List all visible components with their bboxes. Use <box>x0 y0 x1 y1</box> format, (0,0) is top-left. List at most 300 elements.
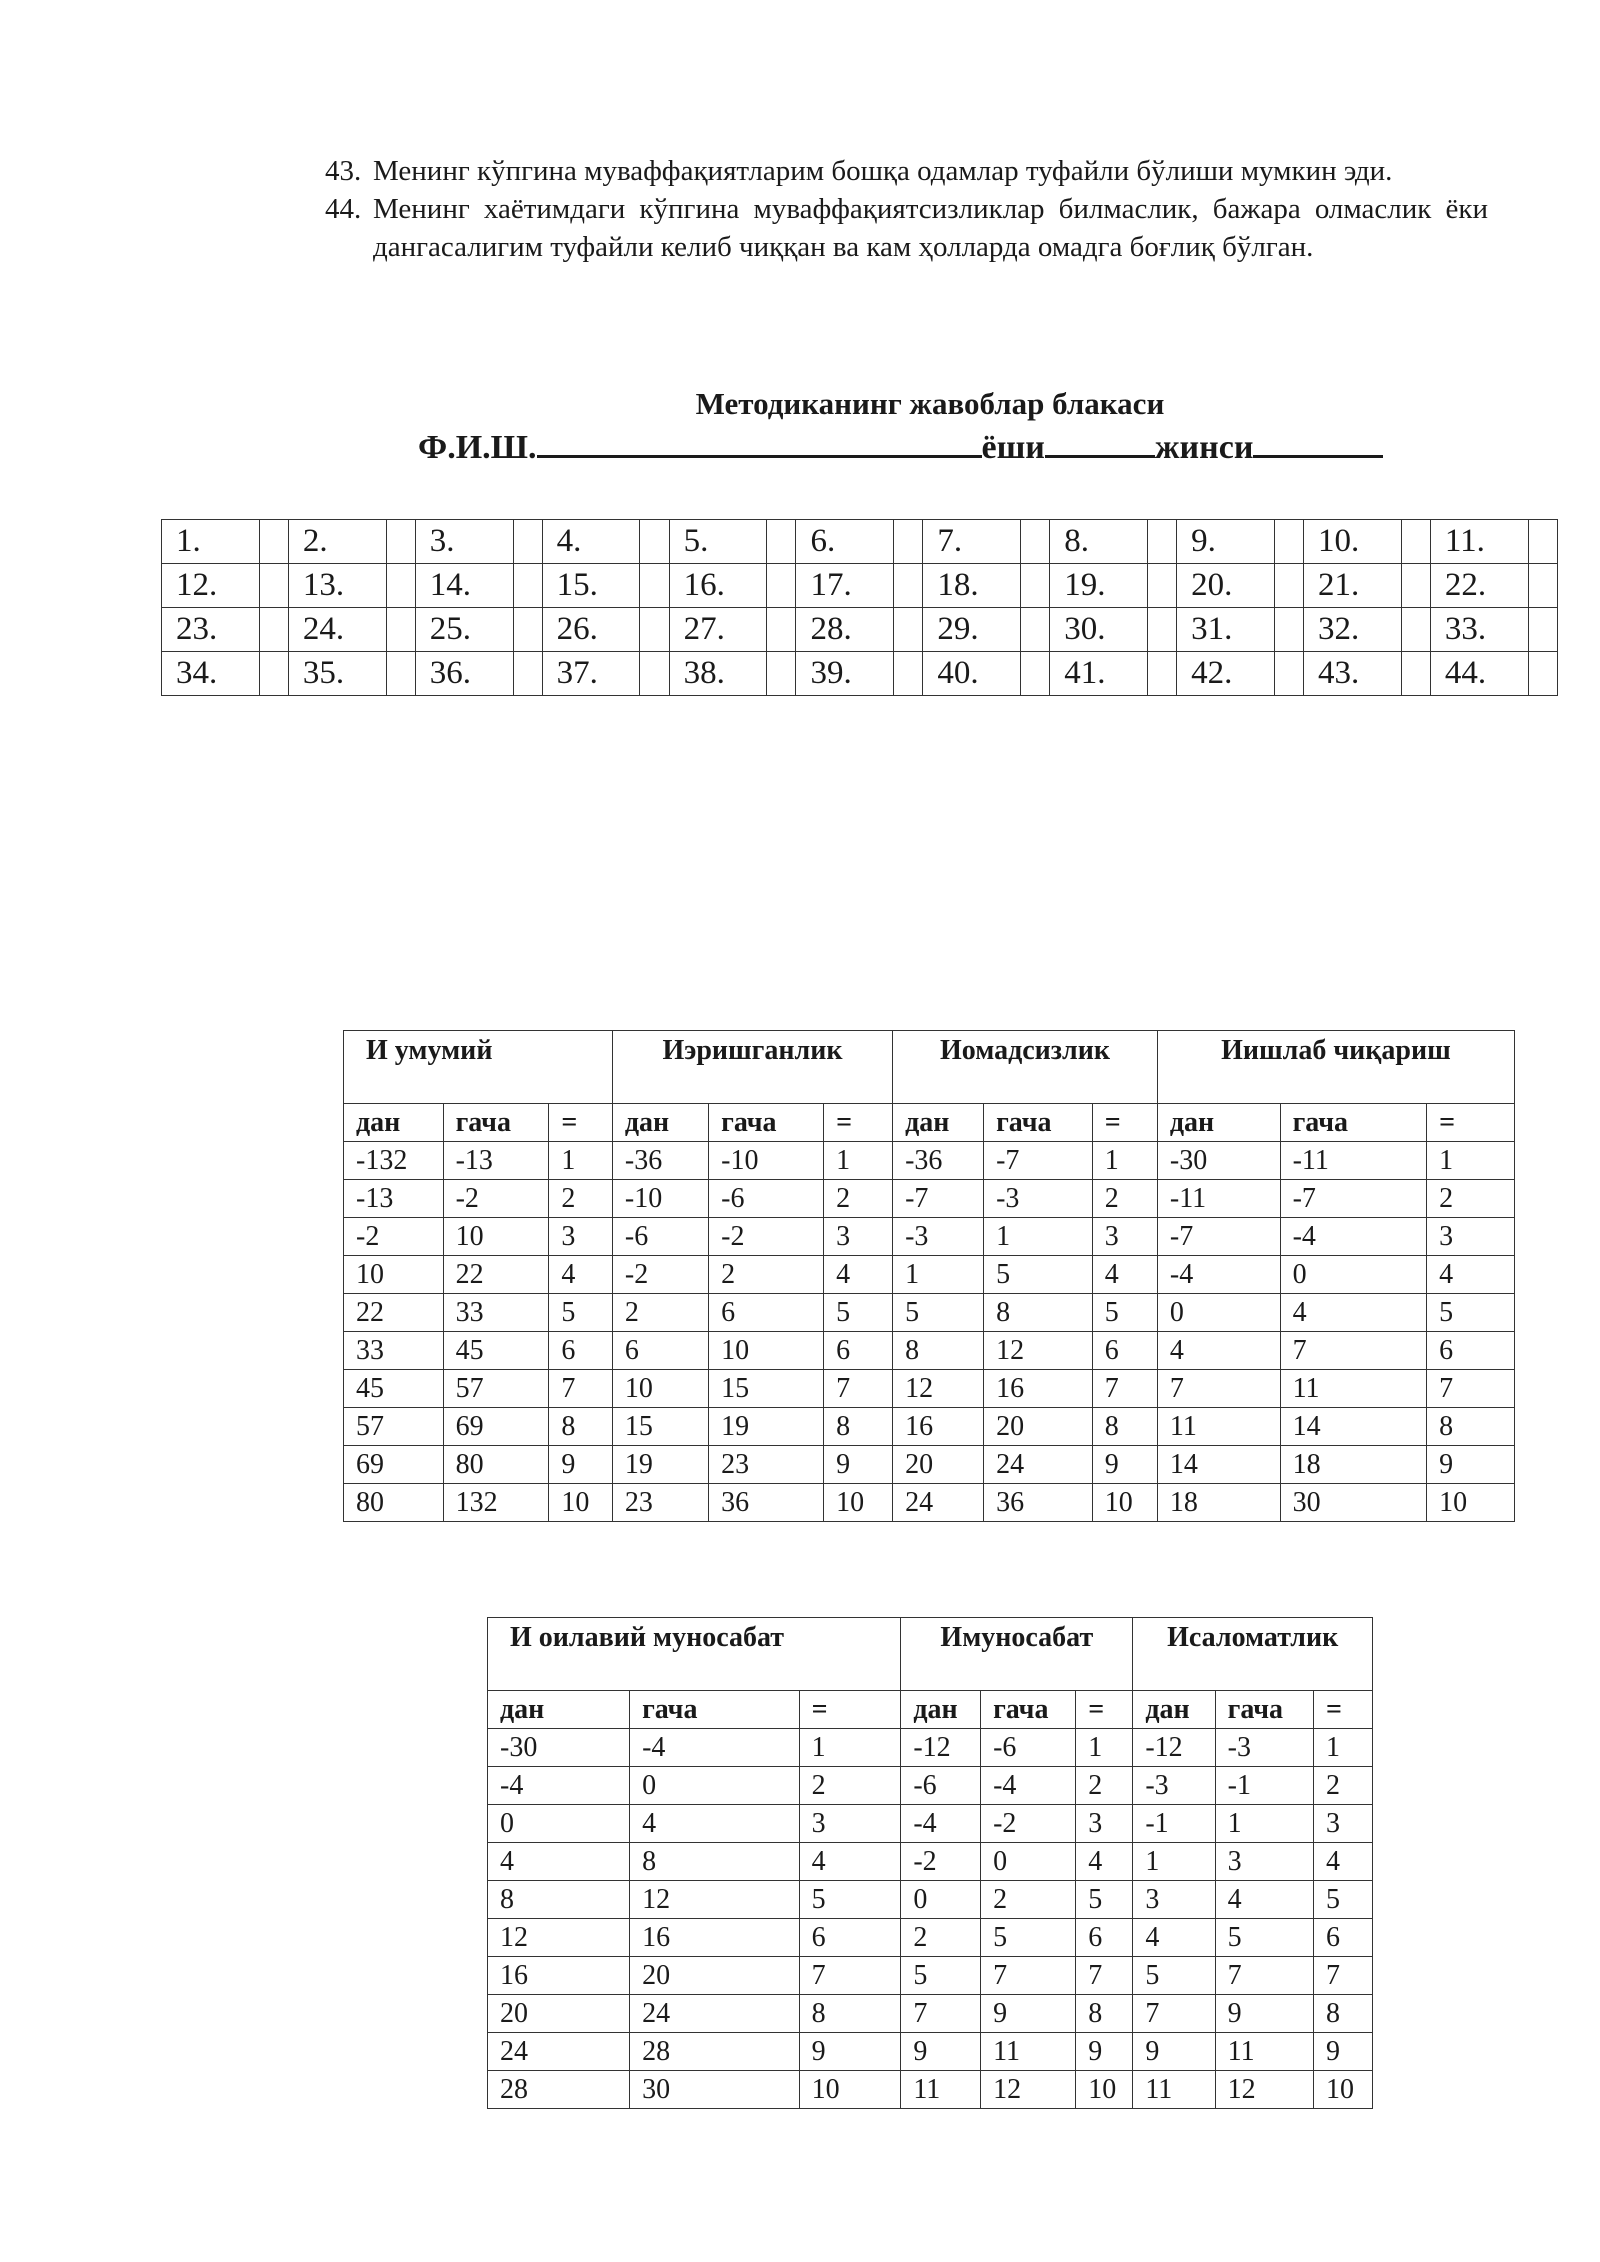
table-cell: -1 <box>1215 1767 1313 1805</box>
table-cell: 8 <box>549 1408 612 1446</box>
table-cell: 4 <box>1313 1843 1372 1881</box>
table-cell: 4 <box>824 1256 893 1294</box>
table-cell: 80 <box>344 1484 444 1522</box>
table-cell: 0 <box>1280 1256 1426 1294</box>
table-cell: 2 <box>709 1256 824 1294</box>
table-cell: 1 <box>799 1729 901 1767</box>
table-cell: 10 <box>443 1218 549 1256</box>
answer-number: 17. <box>796 564 894 608</box>
table-cell: 7 <box>824 1370 893 1408</box>
answer-number: 39. <box>796 652 894 696</box>
answer-cell[interactable] <box>894 564 923 608</box>
answer-number: 34. <box>162 652 260 696</box>
table-row <box>344 1408 1515 1446</box>
answer-cell[interactable] <box>513 520 542 564</box>
answer-number: 3. <box>415 520 513 564</box>
scale-name: Имуносабат <box>901 1618 1133 1691</box>
scale-table-general <box>343 1030 1515 1522</box>
table-cell: -132 <box>344 1142 444 1180</box>
answer-grid-row <box>162 564 1558 608</box>
answer-number: 38. <box>669 652 767 696</box>
answer-cell[interactable] <box>1274 520 1303 564</box>
table-cell: 23 <box>709 1446 824 1484</box>
table-cell: -36 <box>893 1142 984 1180</box>
answer-cell[interactable] <box>1148 564 1177 608</box>
column-header: = <box>1092 1104 1157 1142</box>
answer-number: 27. <box>669 608 767 652</box>
column-header: гача <box>630 1691 800 1729</box>
table-row <box>344 1446 1515 1484</box>
table-cell: 1 <box>1092 1142 1157 1180</box>
table-cell: 10 <box>1076 2071 1133 2109</box>
table-cell: 6 <box>612 1332 708 1370</box>
table-row <box>488 1843 1373 1881</box>
fio-blank <box>537 425 982 458</box>
table-cell: 3 <box>1076 1805 1133 1843</box>
table-row <box>344 1370 1515 1408</box>
table-row <box>344 1256 1515 1294</box>
answer-cell[interactable] <box>894 652 923 696</box>
table-cell: 7 <box>1313 1957 1372 1995</box>
column-header: гача <box>443 1104 549 1142</box>
table-cell: -11 <box>1280 1142 1426 1180</box>
table-cell: -6 <box>981 1729 1076 1767</box>
table-cell: 3 <box>549 1218 612 1256</box>
answer-cell[interactable] <box>259 520 288 564</box>
fio-label: Ф.И.Ш. <box>418 429 537 466</box>
table-cell: 9 <box>1076 2033 1133 2071</box>
table-cell: 24 <box>893 1484 984 1522</box>
answer-cell[interactable] <box>1274 652 1303 696</box>
table-cell: 80 <box>443 1446 549 1484</box>
table-cell: 4 <box>1157 1332 1280 1370</box>
table-row <box>488 2033 1373 2071</box>
table-cell: 4 <box>630 1805 800 1843</box>
answer-cell[interactable] <box>640 520 669 564</box>
table-cell: 8 <box>984 1294 1093 1332</box>
table-cell: -30 <box>1157 1142 1280 1180</box>
table-cell: 30 <box>630 2071 800 2109</box>
table-cell: 22 <box>443 1256 549 1294</box>
table-cell: -7 <box>1280 1180 1426 1218</box>
answer-number: 37. <box>542 652 640 696</box>
answer-number: 20. <box>1177 564 1275 608</box>
answer-cell[interactable] <box>1148 520 1177 564</box>
table-cell: 16 <box>984 1370 1093 1408</box>
table-cell: 8 <box>1076 1995 1133 2033</box>
table-cell: 9 <box>799 2033 901 2071</box>
table-cell: 7 <box>901 1995 981 2033</box>
answer-cell[interactable] <box>767 608 796 652</box>
answer-number: 10. <box>1304 520 1402 564</box>
table-cell: 6 <box>1427 1332 1515 1370</box>
answer-number: 22. <box>1430 564 1528 608</box>
table-cell: 0 <box>901 1881 981 1919</box>
table-cell: 14 <box>1157 1446 1280 1484</box>
table-cell: 5 <box>984 1256 1093 1294</box>
table-cell: -4 <box>630 1729 800 1767</box>
answer-cell[interactable] <box>1401 520 1430 564</box>
column-header: дан <box>488 1691 630 1729</box>
answer-cell[interactable] <box>513 608 542 652</box>
item-number: 44. <box>325 193 362 225</box>
table-cell: 5 <box>901 1957 981 1995</box>
table-cell: 8 <box>488 1881 630 1919</box>
table-cell: -3 <box>893 1218 984 1256</box>
table-cell: 4 <box>1427 1256 1515 1294</box>
table-cell: 23 <box>612 1484 708 1522</box>
table-cell: 2 <box>1092 1180 1157 1218</box>
answer-cell[interactable] <box>1021 564 1050 608</box>
table-cell: 2 <box>1427 1180 1515 1218</box>
table-cell: 10 <box>549 1484 612 1522</box>
table-cell: 16 <box>488 1957 630 1995</box>
answer-number: 19. <box>1050 564 1148 608</box>
item-text: Менинг кўпгина муваффақиятларим бошқа одамлар туфайли бўлиши мумкин эди. <box>373 155 1393 187</box>
table-cell: 2 <box>824 1180 893 1218</box>
table-cell: 7 <box>1076 1957 1133 1995</box>
answer-cell[interactable] <box>1274 564 1303 608</box>
table-cell: 36 <box>709 1484 824 1522</box>
table-cell: 33 <box>443 1294 549 1332</box>
table-cell: 28 <box>488 2071 630 2109</box>
table-cell: 1 <box>1133 1843 1215 1881</box>
answer-number: 43. <box>1304 652 1402 696</box>
table-cell: -13 <box>344 1180 444 1218</box>
table-cell: 9 <box>901 2033 981 2071</box>
table-cell: 69 <box>344 1446 444 1484</box>
table-cell: -6 <box>901 1767 981 1805</box>
answer-cell[interactable] <box>1401 608 1430 652</box>
answer-number: 5. <box>669 520 767 564</box>
table-cell: 5 <box>1133 1957 1215 1995</box>
table-cell: 10 <box>824 1484 893 1522</box>
answer-number: 24. <box>288 608 386 652</box>
table-cell: 14 <box>1280 1408 1426 1446</box>
table-cell: 2 <box>1076 1767 1133 1805</box>
table-row <box>488 1767 1373 1805</box>
table-cell: 45 <box>443 1332 549 1370</box>
answer-number: 41. <box>1050 652 1148 696</box>
answer-number: 26. <box>542 608 640 652</box>
age-blank <box>1045 425 1155 458</box>
answer-cell[interactable] <box>259 564 288 608</box>
table-cell: 10 <box>799 2071 901 2109</box>
table-cell: 1 <box>1313 1729 1372 1767</box>
table-cell: 22 <box>344 1294 444 1332</box>
column-header: дан <box>1133 1691 1215 1729</box>
answer-number: 8. <box>1050 520 1148 564</box>
table-cell: 3 <box>824 1218 893 1256</box>
column-header: = <box>824 1104 893 1142</box>
answer-cell[interactable] <box>259 608 288 652</box>
table-cell: 7 <box>1280 1332 1426 1370</box>
table-cell: 20 <box>984 1408 1093 1446</box>
table-cell: 8 <box>824 1408 893 1446</box>
answer-number: 6. <box>796 520 894 564</box>
answer-cell[interactable] <box>1528 652 1557 696</box>
table-cell: 7 <box>1157 1370 1280 1408</box>
table-cell: 12 <box>893 1370 984 1408</box>
table-cell: 5 <box>1092 1294 1157 1332</box>
answer-cell[interactable] <box>386 564 415 608</box>
table-row <box>344 1294 1515 1332</box>
table-cell: -10 <box>709 1142 824 1180</box>
table-cell: 10 <box>344 1256 444 1294</box>
column-header: дан <box>901 1691 981 1729</box>
table-cell: -7 <box>893 1180 984 1218</box>
table-cell: -2 <box>709 1218 824 1256</box>
table-cell: 9 <box>1215 1995 1313 2033</box>
table-cell: 12 <box>984 1332 1093 1370</box>
answer-cell[interactable] <box>1401 564 1430 608</box>
table-cell: 9 <box>824 1446 893 1484</box>
answer-number: 42. <box>1177 652 1275 696</box>
gender-blank <box>1253 425 1383 458</box>
column-header: = <box>1313 1691 1372 1729</box>
questionnaire-items <box>325 152 1488 266</box>
answer-cell[interactable] <box>767 520 796 564</box>
table-cell: 4 <box>1280 1294 1426 1332</box>
column-header: = <box>549 1104 612 1142</box>
age-label: ёши <box>981 429 1045 466</box>
table-cell: 1 <box>984 1218 1093 1256</box>
answer-number: 1. <box>162 520 260 564</box>
answer-number: 40. <box>923 652 1021 696</box>
table-cell: 18 <box>1157 1484 1280 1522</box>
answer-number: 15. <box>542 564 640 608</box>
table-cell: 57 <box>344 1408 444 1446</box>
table-cell: 4 <box>799 1843 901 1881</box>
table-cell: -7 <box>984 1142 1093 1180</box>
table-cell: 12 <box>1215 2071 1313 2109</box>
table-cell: 19 <box>612 1446 708 1484</box>
table-cell: 10 <box>1313 2071 1372 2109</box>
answer-number: 14. <box>415 564 513 608</box>
table-cell: 1 <box>824 1142 893 1180</box>
table-cell: 9 <box>1133 2033 1215 2071</box>
table-cell: 5 <box>799 1881 901 1919</box>
table-cell: 12 <box>488 1919 630 1957</box>
answer-cell[interactable] <box>767 564 796 608</box>
table-cell: 20 <box>488 1995 630 2033</box>
table-cell: 10 <box>709 1332 824 1370</box>
column-header: дан <box>612 1104 708 1142</box>
table-cell: -4 <box>488 1767 630 1805</box>
table-cell: -4 <box>1157 1256 1280 1294</box>
table-cell: 0 <box>488 1805 630 1843</box>
answer-cell[interactable] <box>1401 652 1430 696</box>
table-cell: 5 <box>549 1294 612 1332</box>
table-cell: -6 <box>709 1180 824 1218</box>
answer-number: 7. <box>923 520 1021 564</box>
table-cell: 8 <box>1427 1408 1515 1446</box>
answer-number: 33. <box>1430 608 1528 652</box>
table-cell: -12 <box>1133 1729 1215 1767</box>
gender-label: жинси <box>1154 429 1254 466</box>
table-cell: 19 <box>709 1408 824 1446</box>
table-row <box>344 1218 1515 1256</box>
column-header: гача <box>1215 1691 1313 1729</box>
answer-cell[interactable] <box>513 652 542 696</box>
table-cell: 10 <box>1092 1484 1157 1522</box>
answer-cell[interactable] <box>1528 608 1557 652</box>
table-cell: -7 <box>1157 1218 1280 1256</box>
table-cell: 20 <box>630 1957 800 1995</box>
answer-cell[interactable] <box>1274 608 1303 652</box>
answer-cell[interactable] <box>1528 564 1557 608</box>
scale-name: Иэришганлик <box>612 1031 892 1104</box>
table-cell: -2 <box>612 1256 708 1294</box>
item-number: 43. <box>325 155 362 187</box>
column-header: гача <box>709 1104 824 1142</box>
table-cell: -2 <box>901 1843 981 1881</box>
table-cell: 6 <box>1313 1919 1372 1957</box>
answer-cell[interactable] <box>513 564 542 608</box>
table-cell: 8 <box>1092 1408 1157 1446</box>
table-cell: -2 <box>443 1180 549 1218</box>
table-cell: 3 <box>1427 1218 1515 1256</box>
table-cell: 3 <box>1215 1843 1313 1881</box>
table-cell: -30 <box>488 1729 630 1767</box>
answer-grid-row <box>162 652 1558 696</box>
table-cell: 4 <box>488 1843 630 1881</box>
answer-cell[interactable] <box>386 520 415 564</box>
table-cell: 5 <box>824 1294 893 1332</box>
answer-cell[interactable] <box>640 564 669 608</box>
table-row <box>344 1484 1515 1522</box>
table-row <box>488 1805 1373 1843</box>
table-cell: -6 <box>612 1218 708 1256</box>
table-cell: 15 <box>709 1370 824 1408</box>
answer-cell[interactable] <box>640 608 669 652</box>
table-cell: -11 <box>1157 1180 1280 1218</box>
table-cell: 1 <box>1215 1805 1313 1843</box>
table-cell: 16 <box>630 1919 800 1957</box>
answer-cell[interactable] <box>1528 520 1557 564</box>
answer-number: 44. <box>1430 652 1528 696</box>
table-cell: 7 <box>981 1957 1076 1995</box>
table-cell: 36 <box>984 1484 1093 1522</box>
table-cell: 4 <box>1215 1881 1313 1919</box>
table-cell: 7 <box>1215 1957 1313 1995</box>
table-cell: 12 <box>630 1881 800 1919</box>
table-cell: 2 <box>612 1294 708 1332</box>
table-cell: 24 <box>630 1995 800 2033</box>
table-cell: 57 <box>443 1370 549 1408</box>
table-cell: -3 <box>984 1180 1093 1218</box>
table-cell: 11 <box>1157 1408 1280 1446</box>
answer-cell[interactable] <box>259 652 288 696</box>
answer-number: 35. <box>288 652 386 696</box>
table-cell: 5 <box>1313 1881 1372 1919</box>
table-cell: 9 <box>1313 2033 1372 2071</box>
answer-cell[interactable] <box>1021 520 1050 564</box>
table-cell: 9 <box>549 1446 612 1484</box>
table-cell: 2 <box>981 1881 1076 1919</box>
table-cell: 8 <box>1313 1995 1372 2033</box>
answer-number: 21. <box>1304 564 1402 608</box>
table-row <box>344 1332 1515 1370</box>
table-cell: 2 <box>901 1919 981 1957</box>
table-cell: 0 <box>1157 1294 1280 1332</box>
table-cell: -3 <box>1215 1729 1313 1767</box>
scale-subheader-row <box>488 1691 1373 1729</box>
table-cell: 33 <box>344 1332 444 1370</box>
table-cell: 10 <box>612 1370 708 1408</box>
answer-cell[interactable] <box>386 608 415 652</box>
table-cell: -13 <box>443 1142 549 1180</box>
table-row <box>488 1995 1373 2033</box>
form-title: Методиканинг жавоблар блакаси <box>695 386 1165 421</box>
table-cell: 6 <box>1092 1332 1157 1370</box>
table-cell: 6 <box>824 1332 893 1370</box>
answer-grid <box>161 519 1558 696</box>
scale-header-row <box>344 1031 1515 1104</box>
scale-header-row <box>488 1618 1373 1691</box>
answer-number: 18. <box>923 564 1021 608</box>
answer-number: 32. <box>1304 608 1402 652</box>
table-cell: 2 <box>549 1180 612 1218</box>
answer-cell[interactable] <box>1021 652 1050 696</box>
column-header: = <box>799 1691 901 1729</box>
table-cell: 4 <box>1133 1919 1215 1957</box>
table-cell: 7 <box>799 1957 901 1995</box>
answer-cell[interactable] <box>386 652 415 696</box>
table-cell: 1 <box>549 1142 612 1180</box>
answer-number: 30. <box>1050 608 1148 652</box>
table-cell: -4 <box>901 1805 981 1843</box>
table-cell: 8 <box>630 1843 800 1881</box>
table-row <box>488 1957 1373 1995</box>
answer-number: 9. <box>1177 520 1275 564</box>
answer-cell[interactable] <box>1021 608 1050 652</box>
scale-name: И умумий <box>344 1031 613 1104</box>
answer-number: 12. <box>162 564 260 608</box>
table-row <box>344 1180 1515 1218</box>
answer-cell[interactable] <box>767 652 796 696</box>
answer-cell[interactable] <box>894 608 923 652</box>
scale-name: Исаломатлик <box>1133 1618 1373 1691</box>
table-cell: 6 <box>1076 1919 1133 1957</box>
answer-number: 31. <box>1177 608 1275 652</box>
table-cell: 3 <box>799 1805 901 1843</box>
table-cell: 9 <box>1427 1446 1515 1484</box>
table-cell: 5 <box>1215 1919 1313 1957</box>
table-cell: 2 <box>1313 1767 1372 1805</box>
table-cell: 3 <box>1133 1881 1215 1919</box>
table-cell: 11 <box>981 2033 1076 2071</box>
table-cell: 69 <box>443 1408 549 1446</box>
answer-cell[interactable] <box>640 652 669 696</box>
column-header: = <box>1427 1104 1515 1142</box>
table-cell: 4 <box>549 1256 612 1294</box>
table-cell: 8 <box>893 1332 984 1370</box>
column-header: гача <box>984 1104 1093 1142</box>
table-cell: 9 <box>981 1995 1076 2033</box>
table-cell: 28 <box>630 2033 800 2071</box>
scale-name: Иомадсизлик <box>893 1031 1158 1104</box>
answer-cell[interactable] <box>1148 652 1177 696</box>
table-cell: 24 <box>984 1446 1093 1484</box>
table-cell: -2 <box>344 1218 444 1256</box>
table-cell: 1 <box>893 1256 984 1294</box>
answer-number: 2. <box>288 520 386 564</box>
table-cell: 20 <box>893 1446 984 1484</box>
answer-cell[interactable] <box>894 520 923 564</box>
table-cell: 6 <box>709 1294 824 1332</box>
answer-cell[interactable] <box>1148 608 1177 652</box>
